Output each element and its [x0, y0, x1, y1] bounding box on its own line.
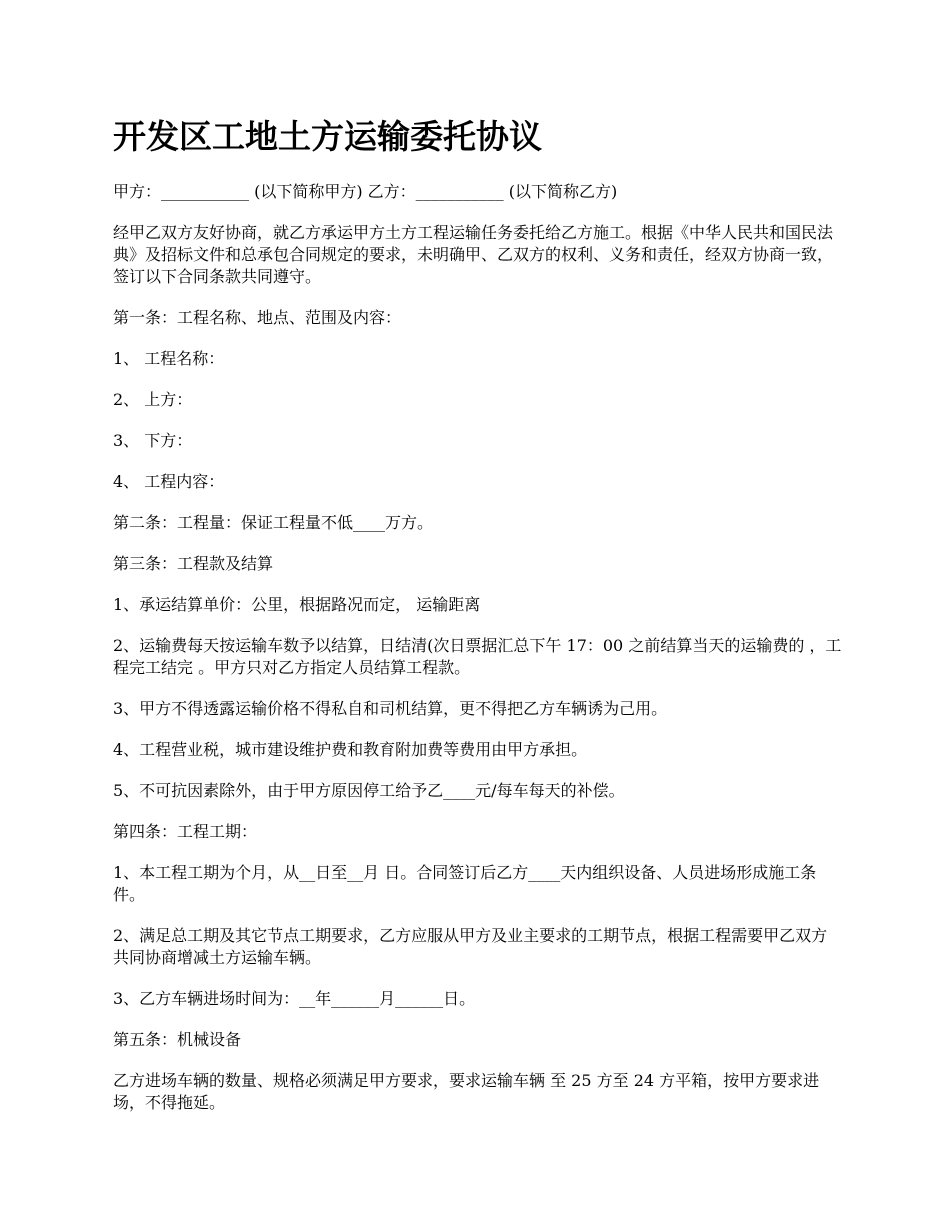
document-title: 开发区工地土方运输委托协议: [113, 117, 542, 156]
article-3-item-5: 5、不可抗因素除外，由于甲方原因停工给予乙____元/每车每天的补偿。: [113, 781, 625, 800]
article-3-item-4: 4、工程营业税，城市建设维护费和教育附加费等费用由甲方承担。: [113, 740, 588, 759]
article-4-item-1: 1、本工程工期为个月，从__日至__月 日。合同签订后乙方____天内组织设备、人员进场形成施工条件。: [113, 863, 817, 904]
article-3-item-3: 3、甲方不得透露运输价格不得私自和司机结算，更不得把乙方车辆诱为己用。: [113, 699, 668, 718]
article-1-heading: 第一条：工程名称、地点、范围及内容：: [113, 308, 402, 327]
party-line: 甲方：___________ (以下简称甲方) 乙方：___________ (以下简称乙方): [113, 182, 618, 201]
preamble-paragraph: 经甲乙双方友好协商，就乙方承运甲方土方工程运输任务委托给乙方施工。根据《中华人民共和国民法典》及招标文件和总承包合同规定的要求，未明确甲、乙双方的权利、义务和责任，经双方协商一致，签订以下合同条款共同遵守。: [113, 223, 834, 286]
article-5-heading: 第五条：机械设备: [113, 1030, 242, 1049]
article-3-item-2: 2、运输费每天按运输车数予以结算，日结清(次日票据汇总下午 17：00 之前结算当天的运输费的 ，工程完工结完 。甲方只对乙方指定人员结算工程款。: [113, 636, 842, 677]
article-4-item-2: 2、满足总工期及其它节点工期要求，乙方应服从甲方及业主要求的工期节点，根据工程需要甲乙双方共同协商增减土方运输车辆。: [113, 926, 828, 967]
article-5-paragraph: 乙方进场车辆的数量、规格必须满足甲方要求，要求运输车辆 至 25 方至 24 方平箱，按甲方要求进场，不得拖延。: [113, 1071, 820, 1112]
article-4-heading: 第四条：工程工期：: [113, 822, 258, 841]
article-3-heading: 第三条：工程款及结算: [113, 554, 274, 573]
article-3-item-1: 1、承运结算单价：公里，根据路况而定， 运输距离: [113, 595, 481, 614]
document-page: [113, 110, 843, 1133]
article-4-item-3: 3、乙方车辆进场时间为：__年______月______日。: [113, 989, 476, 1008]
article-2-paragraph: 第二条：工程量：保证工程量不低____万方。: [113, 513, 434, 532]
article-1-item-2: 2、 上方：: [113, 390, 193, 409]
article-1-item-1: 1、 工程名称：: [113, 349, 225, 368]
article-1-item-3: 3、 下方：: [113, 431, 193, 450]
article-1-item-4: 4、 工程内容：: [113, 472, 225, 491]
